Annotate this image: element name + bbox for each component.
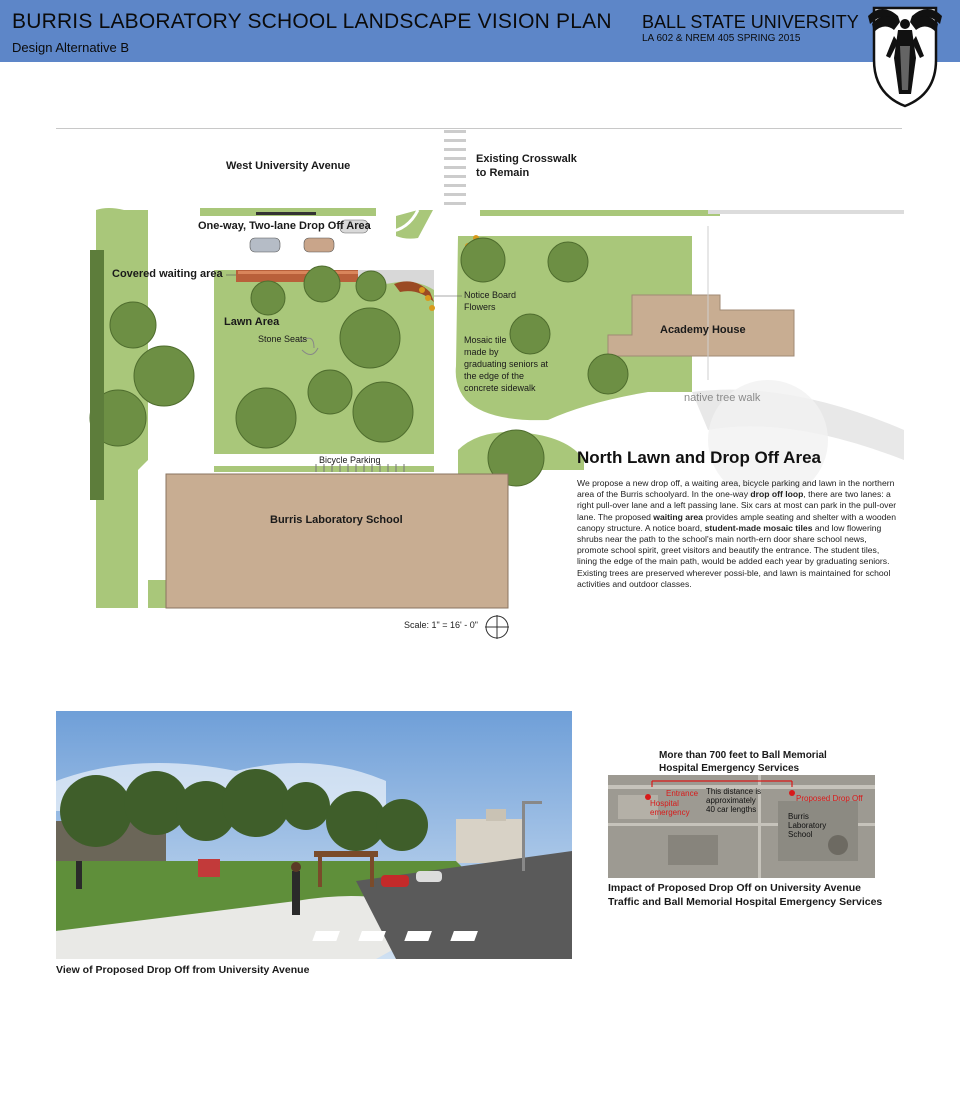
- rendering-caption: View of Proposed Drop Off from University Avenue: [56, 964, 310, 976]
- bicycle-parking-label: Bicycle Parking: [319, 455, 381, 465]
- rendering-view: [56, 711, 572, 959]
- waiting-area-label: Covered waiting area: [112, 268, 223, 280]
- school-building-label: Burris Laboratory School: [270, 514, 403, 526]
- notice-board-label: Notice Board: [464, 290, 517, 300]
- aerial-caption: Impact of Proposed Drop Off on University Avenue Traffic and Ball Memorial Hospital Emergency Services: [608, 882, 883, 908]
- street-label: West University Avenue: [226, 160, 351, 172]
- scale-label: Scale: 1" = 16' - 0": [404, 620, 478, 630]
- aerial-map: [608, 775, 875, 878]
- university-name: BALL STATE UNIVERSITY: [642, 12, 859, 32]
- page-subtitle: Design Alternative B: [12, 40, 130, 55]
- native-tree-walk-label: native tree walk: [684, 392, 761, 404]
- north-arrow-icon: [484, 614, 510, 640]
- aerial-distance-label: This distance is approximately 40 car lengths: [706, 787, 762, 814]
- aerial-proposed-label: Proposed Drop Off: [796, 794, 863, 803]
- stone-seats-label: Stone Seats: [258, 334, 308, 344]
- lawn-area-label: Lawn Area: [224, 316, 280, 328]
- aerial-entrance-label: Entrance: [666, 789, 699, 798]
- narrative-title: North Lawn and Drop Off Area: [577, 448, 821, 467]
- narrative-text: We propose a new drop off, a waiting area, bicycle parking and lawn in the northern area of the Burris schoolyard. In the one-way drop off loop, there are two lanes: a right pull-over lane and a left passing lane. Six cars at most can park in the pull-over lane. The proposed waiting area provides ample seating and shelter with a wooden canopy structure. A notice board, student-made mosaic tiles and low flowering shrubs near the path to the school's main north-ern door share school news, promote school spirit, greet visitors and beautify the entrance. The student tiles, lining the edge of the main path, would be added each year by graduating seniors. Existing trees are preserved wherever possi-ble, and lawn is maintained for school activities and outdoor classes.: [577, 478, 897, 589]
- university-seal-logo: [864, 2, 946, 108]
- dropoff-label: One-way, Two-lane Drop Off Area: [198, 220, 371, 232]
- header-bar: [0, 0, 960, 62]
- course-info: LA 602 & NREM 405 SPRING 2015: [642, 33, 801, 44]
- mosaic-label: Mosaic tile made by graduating seniors at the edge of the concrete sidewalk: [464, 335, 549, 393]
- page-title: BURRIS LABORATORY SCHOOL LANDSCAPE VISION PLAN: [12, 10, 612, 33]
- crosswalk-label: Existing Crosswalk to Remain: [476, 153, 577, 179]
- academy-house-label: Academy House: [660, 324, 746, 336]
- aerial-hospital-label: Hospital emergency: [650, 799, 690, 817]
- aerial-school-label: Burris Laboratory School: [788, 812, 827, 839]
- divider-line: [56, 128, 902, 129]
- narrative-block: [577, 448, 897, 590]
- flowers-label: Flowers: [464, 302, 496, 312]
- aerial-heading: More than 700 feet to Ball Memorial Hospital Emergency Services: [659, 750, 827, 774]
